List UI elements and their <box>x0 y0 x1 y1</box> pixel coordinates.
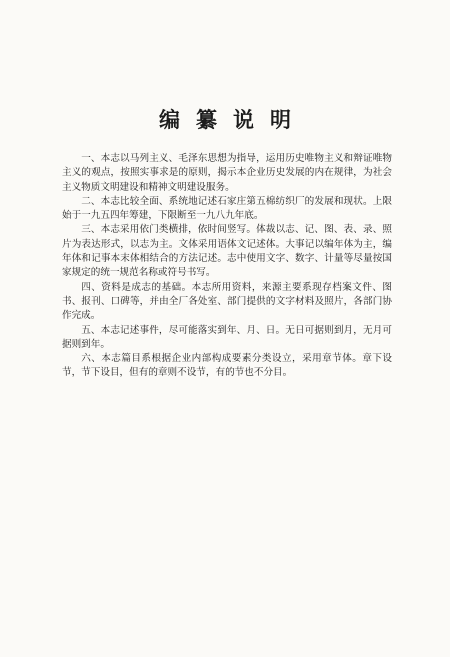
paragraph-6: 六、本志篇目系根据企业内部构成要素分类设立，采用章节体。章下设节，节下设目，但有的章则不设节，有的节也不分目。 <box>62 353 392 379</box>
page-title: 编纂说明 <box>159 107 307 132</box>
paragraph-5: 五、本志记述事件，尽可能落实到年、月、日。无日可据则到月，无月可据则到年。 <box>62 324 392 350</box>
paragraph-2: 二、本志比较全面、系统地记述石家庄第五棉纺织厂的发展和现状。上限始于一九五四年筹建，下限断至一九八九年底。 <box>62 195 392 222</box>
paragraph-1: 一、本志以马列主义、毛泽东思想为指导，运用历史唯物主义和辩证唯物主义的观点，按照实事求是的原则，揭示本企业历史发展的内在规律，为社会主义物质文明建设和精神文明建设服务。 <box>62 153 392 193</box>
paragraph-3: 三、本志采用依门类横排，依时间竖写。体裁以志、记、图、表、录、照片为表达形式，以志为主。文体采用语体文记述体。大事记以编年体为主，编年体和记事本末体相结合的方法记述。志中使用文字、数字、计量等尽量按国家规定的统一规范名称或符号书写。 <box>62 224 392 279</box>
document-body <box>62 152 392 381</box>
paragraph-4: 四、资料是成志的基础。本志所用资料，来源主要系现存档案文件、图书、报刊、口碑等，并由全厂各处室、部门提供的文字材料及照片，各部门协作完成。 <box>62 281 392 322</box>
